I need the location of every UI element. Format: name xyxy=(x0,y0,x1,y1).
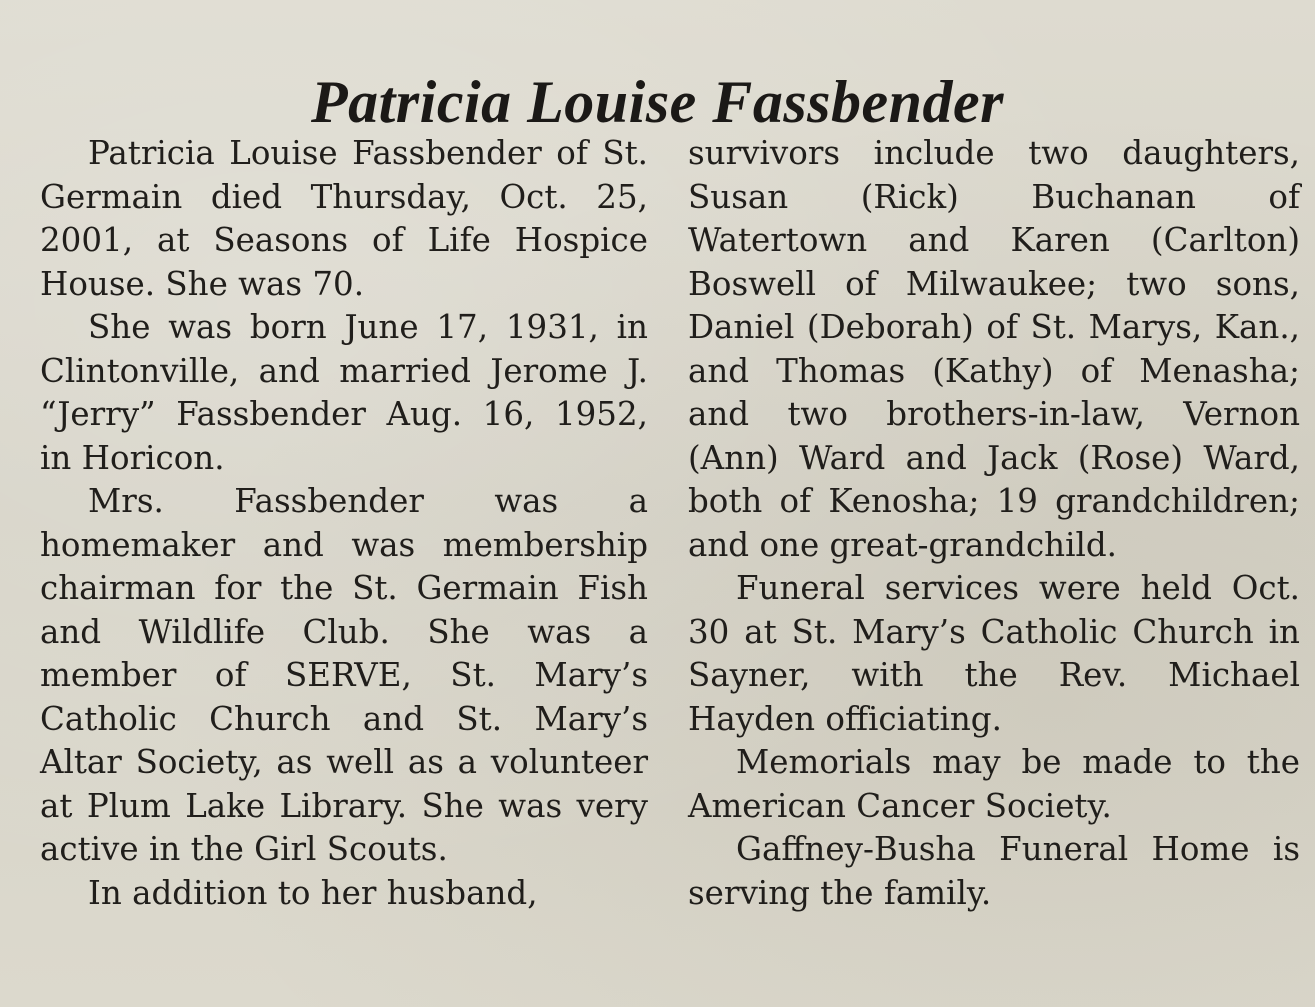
paragraph-funeral-home: Gaffney-Busha Funeral Home is serving the family. xyxy=(688,830,1300,912)
right-column xyxy=(688,132,1300,915)
left-column xyxy=(40,132,648,915)
paragraph-activities: Mrs. Fassbender was a homemaker and was membership chairman for the St. Germain Fish and Wildlife Club. She was a member of SERVE, St. Mary’s Catholic Church and St. Mary’s Altar Society, as well as a volunteer at Plum Lake Library. She was very active in the Girl Scouts. xyxy=(40,482,648,868)
paragraph-survivors-start: In addition to her husband, xyxy=(88,873,538,912)
paragraph-memorials: Memorials may be made to the American Cancer Society. xyxy=(688,743,1300,825)
obituary-title: Patricia Louise Fassbender xyxy=(310,69,1004,136)
paragraph-funeral-services: Funeral services were held Oct. 30 at St. Mary’s Catholic Church in Sayner, with the Rev. Michael Hayden officiating. xyxy=(688,569,1300,738)
paragraph-survivors-continued: survivors include two daughters, Susan (Rick) Buchanan of Watertown and Karen (Carlton) Boswell of Milwaukee; two sons, Daniel (Deborah) of St. Marys, Kan., and Thomas (Kathy) of Menasha; and two brothers-in-law, Vernon (Ann) Ward and Jack (Rose) Ward, both of Kenosha; 19 grandchildren; and one great-grandchild. xyxy=(688,134,1300,564)
paragraph-birth-marriage: She was born June 17, 1931, in Clintonville, and married Jerome J. “Jerry” Fassbender Aug. 16, 1952, in Horicon. xyxy=(40,308,648,477)
paragraph-death-notice: Patricia Louise Fassbender of St. Germain died Thursday, Oct. 25, 2001, at Seasons of Life Hospice House. She was 70. xyxy=(40,134,648,303)
